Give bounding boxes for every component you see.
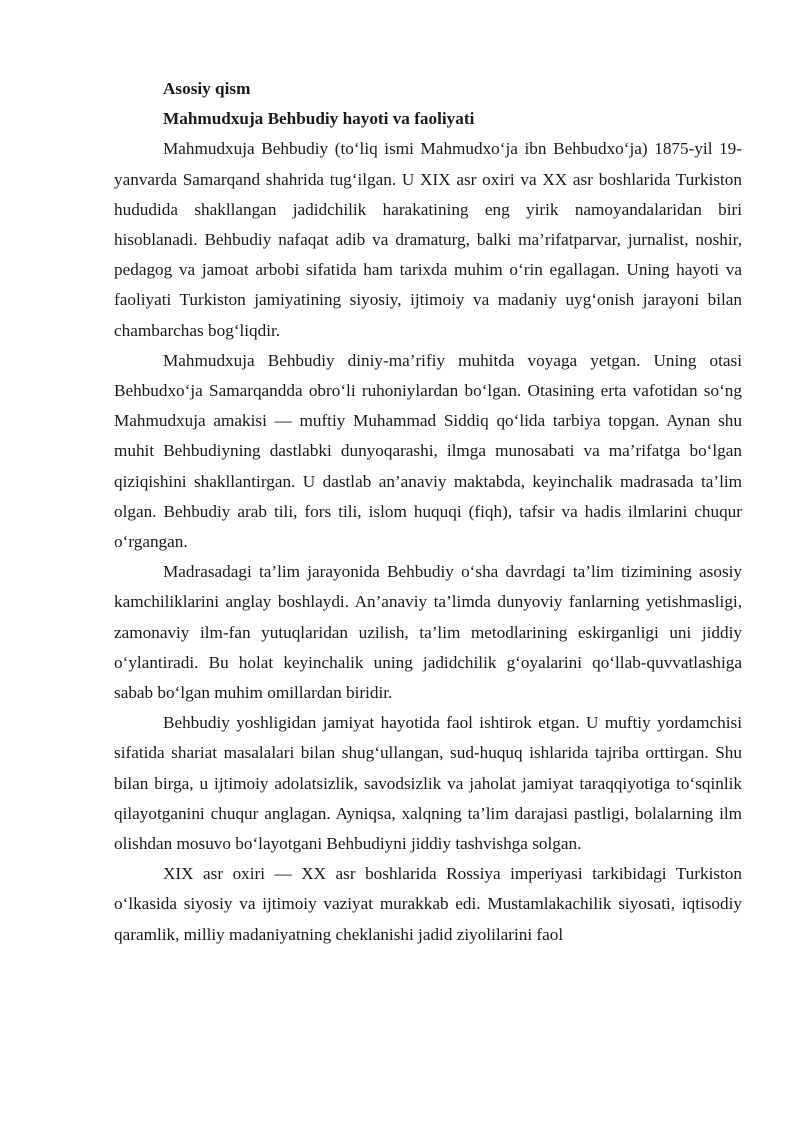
chapter-title: Mahmudxuja Behbudiy hayoti va faoliyati <box>163 109 475 129</box>
paragraph-3: Madrasadagi ta’lim jarayonida Behbudiy o‘sha davrdagi ta’lim tizimining asosiy kamchiliklarini anglay boshlaydi. An’anaviy ta’limda dunyoviy fanlarning yetishmasligi, zamonaviy ilm-fan yutuqlaridan uzilish, ta’lim metodlarining eskirganligi uni jiddiy o‘ylantiradi. Bu holat keyinchalik uning jadidchilik g‘oyalarini qo‘llab-quvvatlashiga sabab bo‘lgan muhim omillardan biridir. <box>114 562 742 703</box>
paragraph-5: XIX asr oxiri — XX asr boshlarida Rossiya imperiyasi tarkibidagi Turkiston o‘lkasida siyosiy va ijtimoiy vaziyat murakkab edi. Mustamlakachilik siyosati, iqtisodiy qaramlik, milliy madaniyatning cheklanishi jadid ziyolilarini faol <box>114 864 742 944</box>
paragraph-2: Mahmudxuja Behbudiy diniy-ma’rifiy muhitda voyaga yetgan. Uning otasi Behbudxo‘ja Samarqandda obro‘li ruhoniylardan bo‘lgan. Otasining erta vafotidan so‘ng Mahmudxuja amakisi — muftiy Muhammad Siddiq qo‘lida tarbiya topgan. Aynan shu muhit Behbudiyning dastlabki dunyoqarashi, ilmga munosabati va ma’rifatga bo‘lgan qiziqishini shakllantirgan. U dastlab an’anaviy maktabda, keyinchalik madrasada ta’lim olgan. Behbudiy arab tili, fors tili, islom huquqi (fiqh), tafsir va hadis ilmlarini chuqur o‘rgangan. <box>114 350 742 552</box>
paragraph-4: Behbudiy yoshligidan jamiyat hayotida faol ishtirok etgan. U muftiy yordamchisi sifatida shariat masalalari bilan shug‘ullangan, sud-huquq ishlarida tajriba orttirgan. Shu bilan birga, u ijtimoiy adolatsizlik, savodsizlik va jaholat jamiyat taraqqiyotiga to‘sqinlik qilayotganini chuqur anglagan. Ayniqsa, xalqning ta’lim darajasi pastligi, bolalarning ilm olishdan mosuvo bo‘layotgani Behbudiyni jiddiy tashvishga solgan. <box>114 713 742 854</box>
section-title: Asosiy qism <box>163 79 251 98</box>
paragraph-1: Mahmudxuja Behbudiy (to‘liq ismi Mahmudxo‘ja ibn Behbudxo‘ja) 1875-yil 19-yanvarda Samarqand shahrida tug‘ilgan. U XIX asr oxiri va XX asr boshlarida Turkiston hududida shakllangan jadidchilik harakatining eng yirik namoyandalaridan biri hisoblanadi. Behbudiy nafaqat adib va dramaturg, balki ma’rifatparvar, jurnalist, noshir, pedagog va jamoat arbobi sifatida ham tarixda muhim o‘rin egallagan. Uning hayoti va faoliyati Turkiston jamiyatining siyosiy, ijtimoiy va madaniy uyg‘onish jarayoni bilan chambarchas bog‘liqdir. <box>114 139 742 340</box>
document-page <box>114 74 742 950</box>
